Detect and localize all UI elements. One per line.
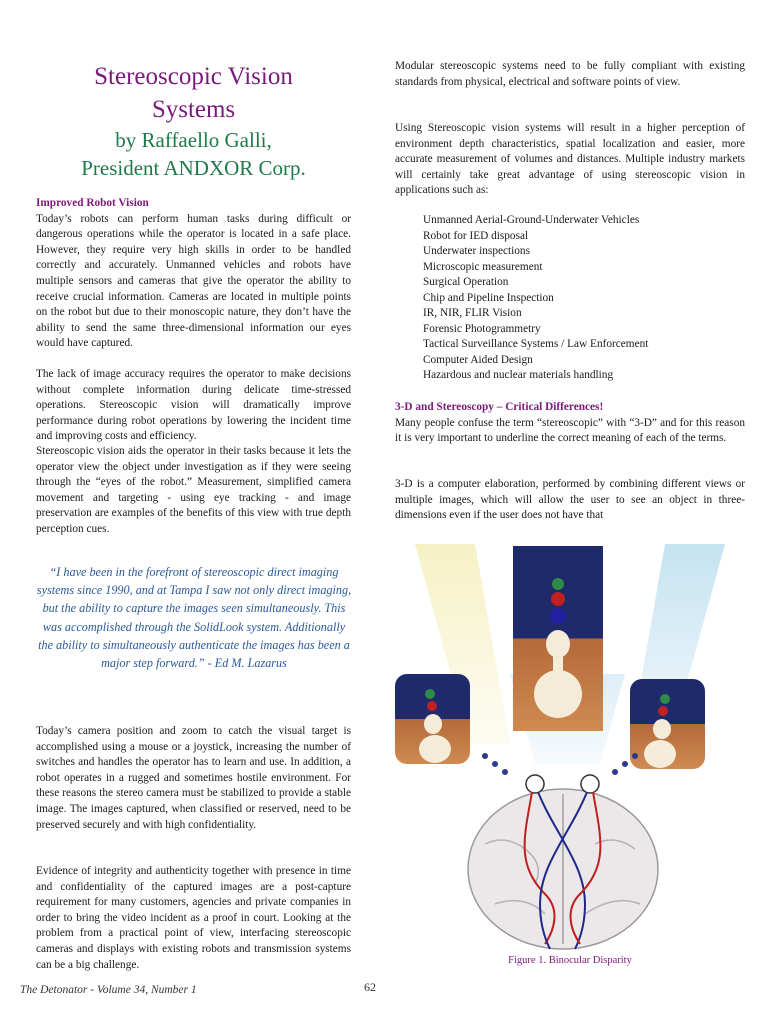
list-item: Chip and Pipeline Inspection [423,291,554,304]
article-title-block [26,60,361,182]
list-item: IR, NIR, FLIR Vision [423,307,522,319]
list-item: Unmanned Aerial-Ground-Underwater Vehicles [423,214,640,226]
article-title-line2: Systems [151,96,236,123]
paragraph: Today’s camera position and zoom to catch the visual target is accomplished using a mouse or a joystick, increasing the number of switches and handles the operator has to learn and use. In addition, a robot operates in a rugged and sometimes hostile environment. For these reasons the stereo camera must be stabilized to provide a stable image. The images captured, when classified or reserved, need to be preserved securely and with high confidentiality. [36,725,351,831]
paragraph: Today’s robots can perform human tasks during difficult or dangerous operations while the operator is located in a safe place. However, they require very high skills in order to be handled correctly and accurately. Unmanned vehicles and robots have multiple sensors and cameras that give the operator the ability to receive crucial information. Cameras are located in multiple points on the robot but due to their monoscopic nature, they don’t have the ability to send the same three-dimensional information our eyes would have captured. [36,212,351,350]
article-title-line1: Stereoscopic Vision [94,63,293,90]
paragraph: Evidence of integrity and authenticity together with presence in time and confidentiality of the captured images are a post-capture requirement for many customers, agencies and private companies in order to bring the video incident as a proof in court. Looking at the problem from a practical point of view, interfacing stereoscopic cameras and displays with existing robots and transmission systems can be a big challenge. [36,865,351,971]
paragraph: The lack of image accuracy requires the operator to make decisions without complete information during delicate time-stressed operations. Stereoscopic vision will dramatically improve performance during robot operations by lowering the incident time and improving costs and efficiency. [36,368,351,443]
brain-illustration [468,775,658,949]
section-3d-stereoscopy [395,400,745,447]
list-item: Microscopic measurement [423,260,543,273]
article-byline: by Raffaello Galli, [115,128,272,152]
section-heading-improved-robot-vision: Improved Robot Vision [36,197,149,209]
left-column-intro [36,196,351,352]
list-item: Surgical Operation [423,276,509,288]
left-eye-view-panel [395,674,470,764]
page-number: 62 [364,980,376,994]
list-item: Computer Aided Design [423,353,533,366]
binocular-disparity-figure [385,544,755,954]
section-heading-3d-stereoscopy: 3-D and Stereoscopy – Critical Differences! [395,401,604,413]
list-item: Underwater inspections [423,245,530,257]
article-author-title: President ANDXOR Corp. [81,156,306,180]
paragraph: Using Stereoscopic vision systems will result in a higher perception of environment depth characteristics, spatial localization and easier, more accurate measurement of volumes and distances. Multiple industry markets will certainly take great advantage of using stereoscopic vision in applications such as: [395,122,745,197]
central-scene-panel [513,546,603,731]
applications-list [395,213,745,384]
paragraph: 3-D is a computer elaboration, performed by combining different views or multiple images, which will allow the user to see an object in three-dimensions even if the user does not have that [395,478,745,522]
list-item: Forensic Photogrammetry [423,322,541,335]
paragraph: Many people confuse the term “stereoscopic” with “3-D” and for this reason it is very important to underline the correct meaning of each of the terms. [395,416,745,445]
list-item: Robot for IED disposal [423,229,529,242]
list-item: Tactical Surveillance Systems / Law Enforcement [423,338,649,350]
right-eye-view-panel [630,679,705,769]
paragraph: Stereoscopic vision aids the operator in their tasks because it lets the operator view the object under investigation as if they were seeing through the “eyes of the robot.” Measurement, simplified camera movement and targeting - using eye tracking - and image preservation are examples of the benefits of this view with true depth perception cues. [36,445,351,535]
list-item: Hazardous and nuclear materials handling [423,369,614,381]
publication-footer: The Detonator - Volume 34, Number 1 [20,984,197,996]
paragraph: Modular stereoscopic systems need to be fully compliant with existing standards from physical, electrical and software points of view. [395,60,745,88]
figure-caption: Figure 1. Binocular Disparity [508,955,632,966]
pull-quote: “I have been in the forefront of stereoscopic direct imaging systems since 1990, and at Tampa I saw not only direct imaging, but the ability to capture the images seen simultaneously. This was accomplished through the SolidLook system. Additionally the ability to simultaneously authenticate the images has been a major step forward.” - Ed M. Lazarus [36,565,352,671]
